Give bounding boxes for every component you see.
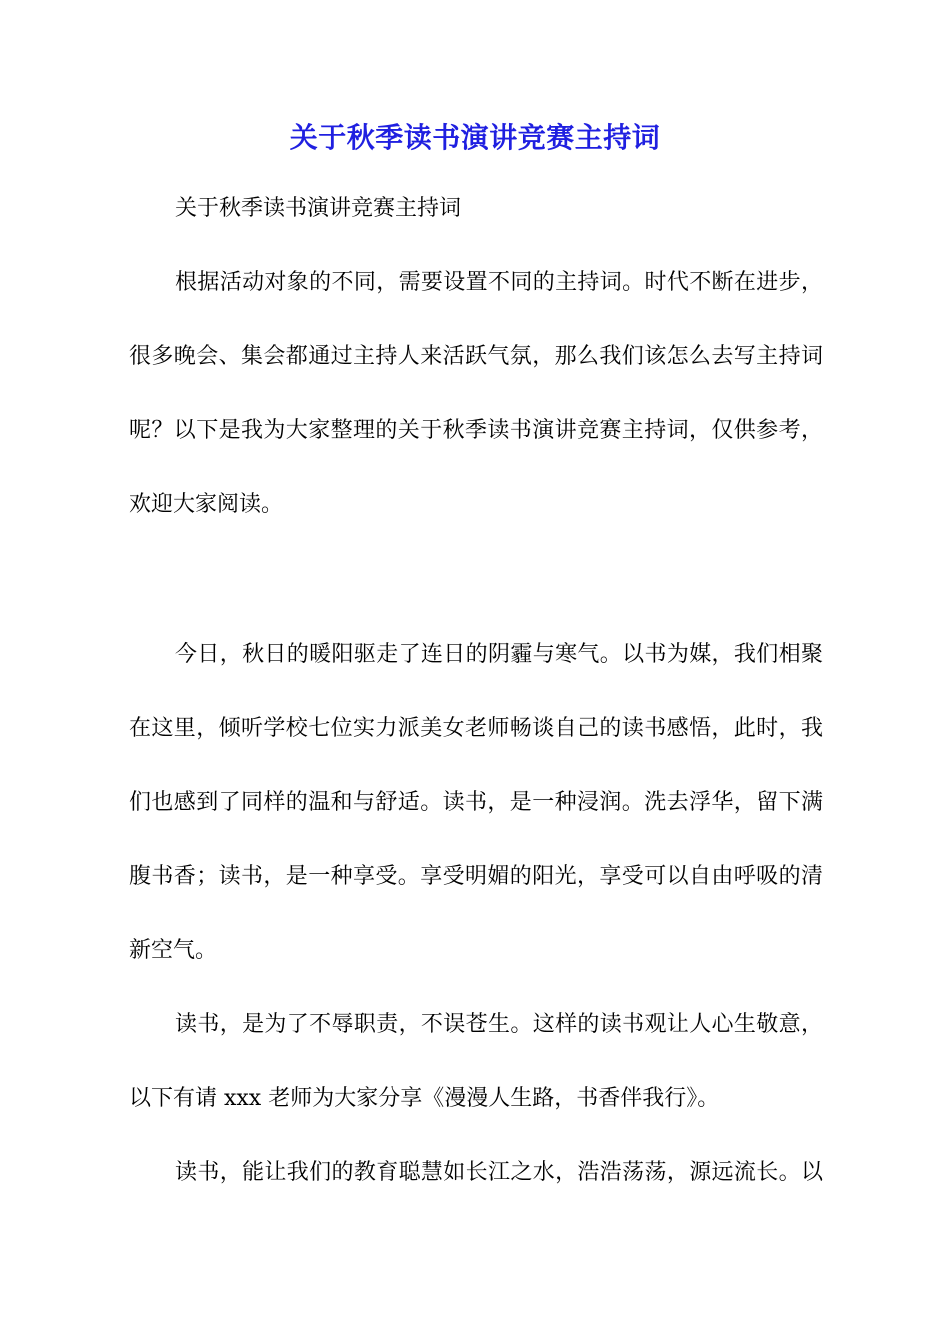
paragraph-1 [129,264,823,560]
document-title: 关于秋季读书演讲竞赛主持词 [289,121,661,154]
paragraph-line: 在这里，倾听学校七位实力派美女老师畅谈自己的读书感悟，此时，我 [129,716,823,741]
paragraph-4 [129,1154,823,1228]
paragraph-line: 欢迎大家阅读。 [129,492,284,517]
paragraph-3 [129,1006,823,1154]
paragraph-line: 根据活动对象的不同，需要设置不同的主持词。时代不断在进步， [175,270,823,295]
paragraph-line: 今日，秋日的暖阳驱走了连日的阴霾与寒气。以书为媒，我们相聚 [175,642,823,667]
paragraph-line: 读书，能让我们的教育聪慧如长江之水，浩浩荡荡，源远流长。以 [175,1160,823,1185]
paragraph-2 [129,636,823,1006]
paragraph-line: 读书，是为了不辱职责，不误苍生。这样的读书观让人心生敬意， [175,1012,823,1037]
paragraph-line: 呢？以下是我为大家整理的关于秋季读书演讲竞赛主持词，仅供参考， [129,418,823,443]
paragraph-line: 很多晚会、集会都通过主持人来活跃气氛，那么我们该怎么去写主持词 [129,344,823,369]
paragraph-line: 新空气。 [129,938,218,963]
document-body [129,190,823,1228]
paragraph-line: 们也感到了同样的温和与舒适。读书，是一种浸润。洗去浮华，留下满 [129,790,823,815]
paragraph-line: 腹书香；读书，是一种享受。享受明媚的阳光，享受可以自由呼吸的清 [129,864,823,889]
document-subtitle: 关于秋季读书演讲竞赛主持词 [175,196,462,221]
paragraph-gap [129,560,823,636]
paragraph-line: 以下有请 xxx 老师为大家分享《漫漫人生路，书香伴我行》。 [129,1086,720,1111]
